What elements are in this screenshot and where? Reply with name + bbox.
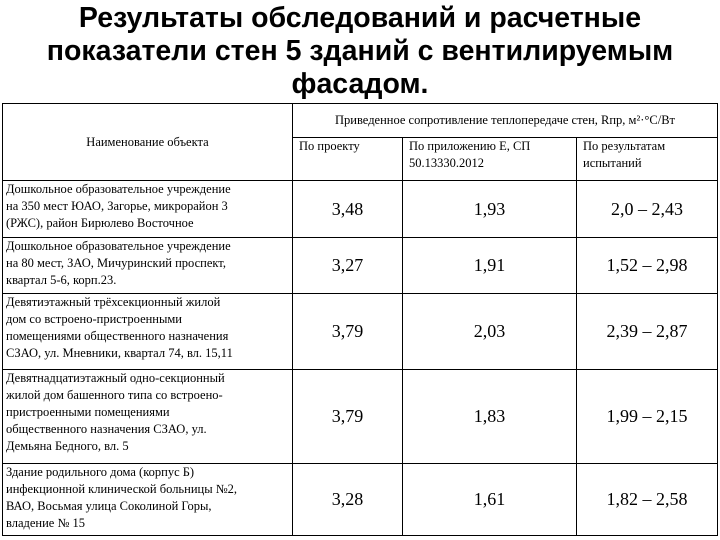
value-project-text: 3,48 bbox=[331, 198, 364, 219]
header-appendix-line2: 50.13330.2012 bbox=[409, 156, 484, 170]
value-results bbox=[577, 294, 718, 370]
object-line: дом со встроено-пристроенными bbox=[6, 312, 182, 326]
header-results bbox=[577, 138, 718, 181]
value-results bbox=[577, 464, 718, 536]
value-appendix bbox=[403, 370, 577, 464]
table-row bbox=[3, 181, 718, 238]
header-project bbox=[293, 138, 403, 181]
object-line: СЗАО, ул. Мневники, квартал 74, вл. 15,11 bbox=[6, 346, 233, 360]
value-results-text: 1,82 – 2,58 bbox=[606, 489, 688, 509]
object-line: Дошкольное образовательное учреждение bbox=[6, 182, 231, 196]
value-project bbox=[293, 294, 403, 370]
object-line: Девятиэтажный трёхсекционный жилой bbox=[6, 295, 221, 309]
value-results-text: 1,99 – 2,15 bbox=[606, 406, 688, 426]
value-project-text: 3,28 bbox=[331, 489, 364, 509]
object-cell bbox=[3, 464, 293, 536]
table-row bbox=[3, 464, 718, 536]
object-cell bbox=[3, 294, 293, 370]
title-line-1: Результаты обследований и расчетные bbox=[78, 2, 642, 34]
value-results bbox=[577, 181, 718, 238]
object-cell bbox=[3, 238, 293, 294]
value-appendix-text: 1,93 bbox=[473, 198, 506, 219]
header-resistance-group: Приведенное сопротивление теплопередаче стен, Rпр, м²·°С/Вт bbox=[293, 104, 718, 138]
object-line: на 80 мест, ЗАО, Мичуринский проспект, bbox=[6, 256, 226, 270]
value-project-text: 3,79 bbox=[331, 321, 364, 341]
object-line: квартал 5-6, корп.23. bbox=[6, 273, 117, 287]
value-appendix-text: 1,83 bbox=[473, 406, 506, 426]
object-line: ВАО, Восьмая улица Соколиной Горы, bbox=[6, 499, 212, 513]
header-appendix-line1: По приложению Е, СП bbox=[409, 139, 531, 153]
value-appendix-text: 1,91 bbox=[473, 255, 506, 275]
table-row bbox=[3, 370, 718, 464]
header-project-text: По проекту bbox=[299, 139, 360, 153]
value-results-text: 2,0 – 2,43 bbox=[611, 198, 683, 219]
object-line: жилой дом башенного типа со встроено- bbox=[6, 388, 223, 402]
value-results-text: 2,39 – 2,87 bbox=[606, 321, 688, 341]
results-table bbox=[2, 103, 718, 536]
value-results bbox=[577, 370, 718, 464]
object-line: инфекционной клинической больницы №2, bbox=[6, 482, 238, 496]
value-project bbox=[293, 370, 403, 464]
object-cell bbox=[3, 181, 293, 238]
table-row bbox=[3, 238, 718, 294]
header-row-group bbox=[3, 104, 718, 138]
value-results bbox=[577, 238, 718, 294]
value-project bbox=[293, 238, 403, 294]
value-appendix bbox=[403, 464, 577, 536]
header-object-name: Наименование объекта bbox=[3, 104, 293, 181]
value-project bbox=[293, 464, 403, 536]
table-row bbox=[3, 294, 718, 370]
object-line: владение № 15 bbox=[6, 516, 86, 530]
title-line-3: фасадом. bbox=[291, 68, 429, 100]
value-appendix bbox=[403, 294, 577, 370]
title-line-2: показатели стен 5 зданий с вентилируемым bbox=[46, 35, 674, 67]
value-appendix-text: 1,61 bbox=[473, 489, 506, 509]
object-line: Девятнадцатиэтажный одно-секционный bbox=[6, 371, 225, 385]
value-appendix bbox=[403, 238, 577, 294]
value-appendix-text: 2,03 bbox=[473, 321, 506, 341]
header-results-line1: По результатам bbox=[583, 139, 666, 153]
object-line: Демьяна Бедного, вл. 5 bbox=[6, 439, 129, 453]
object-line: на 350 мест ЮАО, Загорье, микрорайон 3 bbox=[6, 199, 228, 213]
value-project-text: 3,27 bbox=[331, 255, 364, 275]
object-line: Дошкольное образовательное учреждение bbox=[6, 239, 231, 253]
value-project bbox=[293, 181, 403, 238]
slide-title bbox=[0, 2, 720, 101]
object-line: помещениями общественного назначения bbox=[6, 329, 229, 343]
object-line: пристроенными помещениями bbox=[6, 405, 170, 419]
header-appendix bbox=[403, 138, 577, 181]
value-project-text: 3,79 bbox=[331, 406, 364, 426]
header-results-line2: испытаний bbox=[583, 156, 642, 170]
object-cell bbox=[3, 370, 293, 464]
object-line: общественного назначения СЗАО, ул. bbox=[6, 422, 207, 436]
value-results-text: 1,52 – 2,98 bbox=[606, 255, 688, 275]
value-appendix bbox=[403, 181, 577, 238]
object-line: (РЖС), район Бирюлево Восточное bbox=[6, 216, 194, 230]
object-line: Здание родильного дома (корпус Б) bbox=[6, 465, 195, 479]
